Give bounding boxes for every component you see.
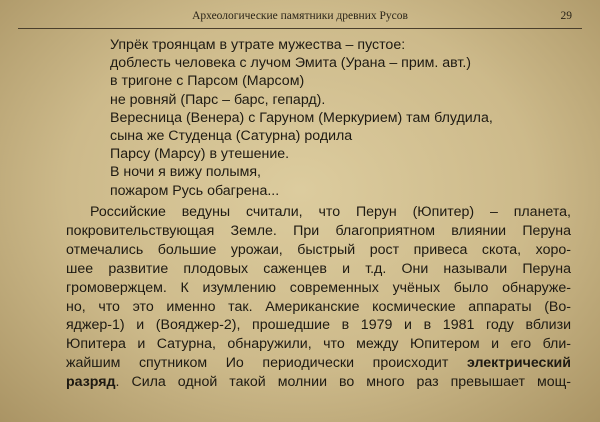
emphasis-text: электрический <box>466 355 571 372</box>
prose-text: жайшим спутником Ио периодически происходит <box>66 355 449 372</box>
poem-line: В ночи я вижу полымя, <box>110 164 261 181</box>
poem-line: Упрёк троянцам в утрате мужества – пустое: <box>110 37 406 53</box>
prose-paragraph <box>66 203 571 392</box>
prose-line <box>66 354 571 373</box>
poem-line: в тригоне с Парсом (Марсом) <box>110 73 305 90</box>
emphasis-text: разряд <box>66 374 116 391</box>
poem-line: доблесть человека с лучом Эмита (Урана – прим. авт.) <box>110 55 472 72</box>
prose-line: яджер-1) и (Вояджер-2), прошедшие в 1979 и в 1981 году вблизи <box>66 317 571 334</box>
poem-line: пожаром Русь обагрена... <box>110 182 280 199</box>
poem-block <box>110 36 580 200</box>
prose-line: покровительствующая Земле. При благоприятном влиянии Перуна <box>66 222 571 239</box>
page-number: 29 <box>560 10 572 22</box>
prose-line: Российские ведуны считали, что Перун (Юпитер) – планета, <box>90 204 571 220</box>
prose-line <box>66 373 571 392</box>
poem-line: Парсу (Марсу) в утешение. <box>110 146 290 163</box>
poem-line: Вересница (Венера) с Гаруном (Меркурием) там блудила, <box>110 109 493 126</box>
poem-line: не ровняй (Парс – барс, гепард). <box>110 91 326 108</box>
prose-line: шее развитие плодовых саженцев и т.д. Они называли Перуна <box>66 260 571 277</box>
header-title: Археологические памятники древних Русов <box>192 10 408 22</box>
prose-line: Юпитера и Сатурна, обнаружили, что между Юпитером и его бли- <box>66 336 571 353</box>
poem-line: сына же Студенца (Сатурна) родила <box>110 128 353 145</box>
prose-line: но, что это именно так. Американские космические аппараты (Во- <box>66 298 571 315</box>
prose-line: громовержцем. К изумлению современных учёных было обнаруже- <box>66 279 571 296</box>
prose-line: отмечались большие урожаи, быстрый рост привеса скота, хоро- <box>66 241 571 258</box>
running-header <box>18 6 582 29</box>
prose-text: . Сила одной такой молнии во много раз превышает мощ- <box>115 374 571 391</box>
